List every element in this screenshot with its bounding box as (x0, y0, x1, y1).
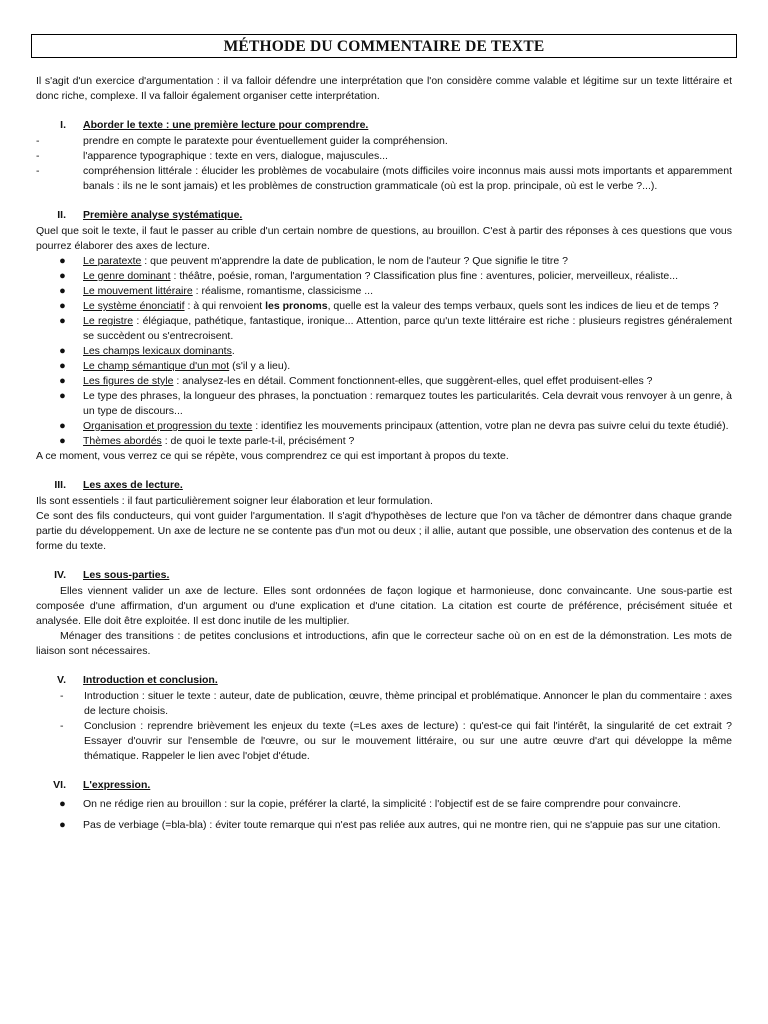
list-item (36, 816, 732, 835)
bullet-marker: ● (59, 300, 66, 312)
section-6-title: L'expression. (83, 779, 151, 791)
section-3-paragraph: Ce sont des fils conducteurs, qui vont guider l'argumentation. Il s'agit d'hypothèses de lecture que l'on va tâcher de démontrer dans chaque grande partie du développement. Un axe de lecture ne se contente pas d'un mot ou deux ; il allie, autant que possible, une observation des contenus et de la forme du texte. (36, 510, 732, 552)
section-6-number: VI. (53, 779, 66, 791)
section-5-title: Introduction et conclusion. (83, 674, 218, 686)
bullet-marker: ● (59, 819, 66, 831)
section-2-heading (36, 208, 732, 223)
term: Le paratexte (83, 255, 142, 267)
list-item-text: On ne rédige rien au brouillon : sur la copie, préférer la clarté, la simplicité : l'objectif est de se faire comprendre pour convaincre. (83, 798, 681, 810)
term: Le système énonciatif (83, 300, 185, 312)
bullet-marker: ● (59, 360, 66, 372)
section-3-paragraph: Ils sont essentiels : il faut particulièrement soigner leur élaboration et leur formulation. (36, 495, 433, 507)
term-description: : théâtre, poésie, roman, l'argumentation ? Classification plus fine : aventures, policier, merveilleux, réaliste... (170, 270, 678, 282)
list-item (36, 795, 732, 814)
term: Thèmes abordés (83, 435, 162, 447)
section-2-number: II. (57, 209, 66, 221)
bullet-marker: ● (59, 798, 66, 810)
list-item (36, 149, 732, 164)
section-5 (36, 673, 732, 764)
list-item (36, 689, 732, 719)
intro-paragraph: Il s'agit d'un exercice d'argumentation : il va falloir défendre une interprétation que l'on considère comme valable et légitime sur un texte littéraire et donc riche, complexe. Il va falloir également organiser cette interprétation. (36, 75, 732, 102)
list-item (36, 269, 732, 284)
list-item (36, 284, 732, 299)
list-item (36, 254, 732, 269)
list-item (36, 359, 732, 374)
section-4 (36, 568, 732, 659)
list-item-text: compréhension littérale : élucider les problèmes de vocabulaire (mots difficiles voire inconnus mais aussi mots importants et apparemment banals : ils ne le sont jamais) et les problèmes de construction grammaticale (où est la prop. principale, où est le verbe ?...). (83, 165, 732, 192)
term: Le registre (83, 315, 134, 327)
bullet-marker: ● (59, 420, 66, 432)
bullet-marker: ● (59, 435, 66, 447)
term-description: : de quoi le texte parle-t-il, précisément ? (161, 435, 355, 447)
section-5-number: V. (57, 674, 66, 686)
bold-term: les pronoms (265, 300, 328, 312)
term-description: , quelle est la valeur des temps verbaux, quels sont les indices de lieu et de temps ? (327, 300, 719, 312)
section-1-number: I. (60, 119, 66, 131)
section-2-outro: A ce moment, vous verrez ce qui se répète, vous comprendrez ce qui est important à propos du texte. (36, 450, 509, 462)
section-1 (36, 118, 732, 194)
bullet-marker: ● (59, 345, 66, 357)
bullet-marker: ● (59, 315, 66, 327)
section-4-heading (36, 568, 732, 583)
section-1-title: Aborder le texte : une première lecture pour comprendre. (83, 119, 369, 131)
list-item-text: Introduction : situer le texte : auteur, date de publication, œuvre, thème principal et problématique. Annoncer le plan du commentaire : axes de lecture choisis. (84, 690, 732, 717)
dash-marker: - (36, 165, 40, 177)
list-item (36, 389, 732, 419)
section-6-heading (36, 778, 732, 793)
term: Le champ sémantique d'un mot (83, 360, 230, 372)
list-item (36, 164, 732, 194)
document-title: MÉTHODE DU COMMENTAIRE DE TEXTE (31, 34, 737, 58)
dash-marker: - (60, 720, 64, 732)
term-description: : à qui renvoient (184, 300, 266, 312)
list-item-text: Pas de verbiage (=bla-bla) : éviter toute remarque qui n'est pas reliée aux autres, qui ne montre rien, qui ne s'appuie pas sur une citation. (83, 819, 721, 831)
section-2-title: Première analyse systématique. (83, 209, 243, 221)
term-description: : élégiaque, pathétique, fantastique, ironique... Attention, parce qu'un texte littéraire est riche : plusieurs registres généralement se succèdent ou s'entrecroisent. (83, 315, 732, 342)
dash-marker: - (36, 150, 40, 162)
bullet-marker: ● (59, 255, 66, 267)
list-item (36, 299, 732, 314)
term: Le genre dominant (83, 270, 171, 282)
bullet-marker: ● (59, 285, 66, 297)
list-item (36, 434, 732, 449)
term-description: : analysez-les en détail. Comment fonctionnent-elles, que suggèrent-elles, quel effet produisent-elles ? (173, 375, 653, 387)
section-4-title: Les sous-parties. (83, 569, 170, 581)
term: Le mouvement littéraire (83, 285, 193, 297)
term: Organisation et progression du texte (83, 420, 253, 432)
list-item (36, 719, 732, 764)
term-description: : réalisme, romantisme, classicisme ... (192, 285, 374, 297)
list-item-text: Conclusion : reprendre brièvement les enjeux du texte (=Les axes de lecture) : qu'est-ce qui fait l'intérêt, la singularité de cet extrait ? Essayer d'ouvrir sur l'ensemble de l'œuvre, ou sur le mouvement littéraire, ou sur une autre œuvre d'art qui développe la même thématique. Rappeler le lien avec l'objet d'étude. (84, 720, 732, 762)
term-description: . (231, 345, 235, 357)
section-1-heading (36, 118, 732, 133)
section-4-number: IV. (54, 569, 66, 581)
term-description: : que peuvent m'apprendre la date de publication, le nom de l'auteur ? Que signifie le titre ? (141, 255, 569, 267)
list-item-text: l'apparence typographique : texte en vers, dialogue, majuscules... (83, 150, 388, 162)
list-item (36, 344, 732, 359)
list-item (36, 314, 732, 344)
section-4-paragraph: Elles viennent valider un axe de lecture. Elles sont ordonnées de façon logique et harmonieuse, donc convaincante. Une sous-partie est composée d'une affirmation, d'un argument ou d'une explication et d'une citation. La citation est courte de préférence, précisément située et analysée. Elle doit être exploitée. Il est donc inutile de les multiplier. (36, 585, 732, 627)
dash-marker: - (36, 135, 40, 147)
section-3 (36, 478, 732, 554)
section-3-number: III. (54, 479, 66, 491)
term-description: : identifiez les mouvements principaux (attention, votre plan ne devra pas suivre celui du texte étudié). (252, 420, 729, 432)
bullet-marker: ● (59, 390, 66, 402)
section-3-title: Les axes de lecture. (83, 479, 183, 491)
list-item (36, 134, 732, 149)
section-4-paragraph: Ménager des transitions : de petites conclusions et introductions, afin que le correcteur sache où on en est de la démonstration. Les mots de liaison sont nécessaires. (36, 630, 732, 657)
section-2 (36, 208, 732, 464)
term: Les champs lexicaux dominants (83, 345, 232, 357)
bullet-marker: ● (59, 375, 66, 387)
list-item-text: prendre en compte le paratexte pour éventuellement guider la compréhension. (83, 135, 448, 147)
list-item (36, 374, 732, 389)
dash-marker: - (60, 690, 64, 702)
section-3-heading (36, 478, 732, 493)
term: Les figures de style (83, 375, 174, 387)
section-6 (36, 778, 732, 835)
term-description: (s'il y a lieu). (229, 360, 291, 372)
bullet-marker: ● (59, 270, 66, 282)
list-item (36, 419, 732, 434)
section-2-intro: Quel que soit le texte, il faut le passer au crible d'un certain nombre de questions, au brouillon. C'est à partir des réponses à ces questions que vous pourrez élaborer des axes de lecture. (36, 225, 732, 252)
term-description: Le type des phrases, la longueur des phrases, la ponctuation : remarquez toutes les particularités. Cela devrait vous renvoyer à un genre, à un type de discours... (83, 390, 732, 417)
section-5-heading (36, 673, 732, 688)
